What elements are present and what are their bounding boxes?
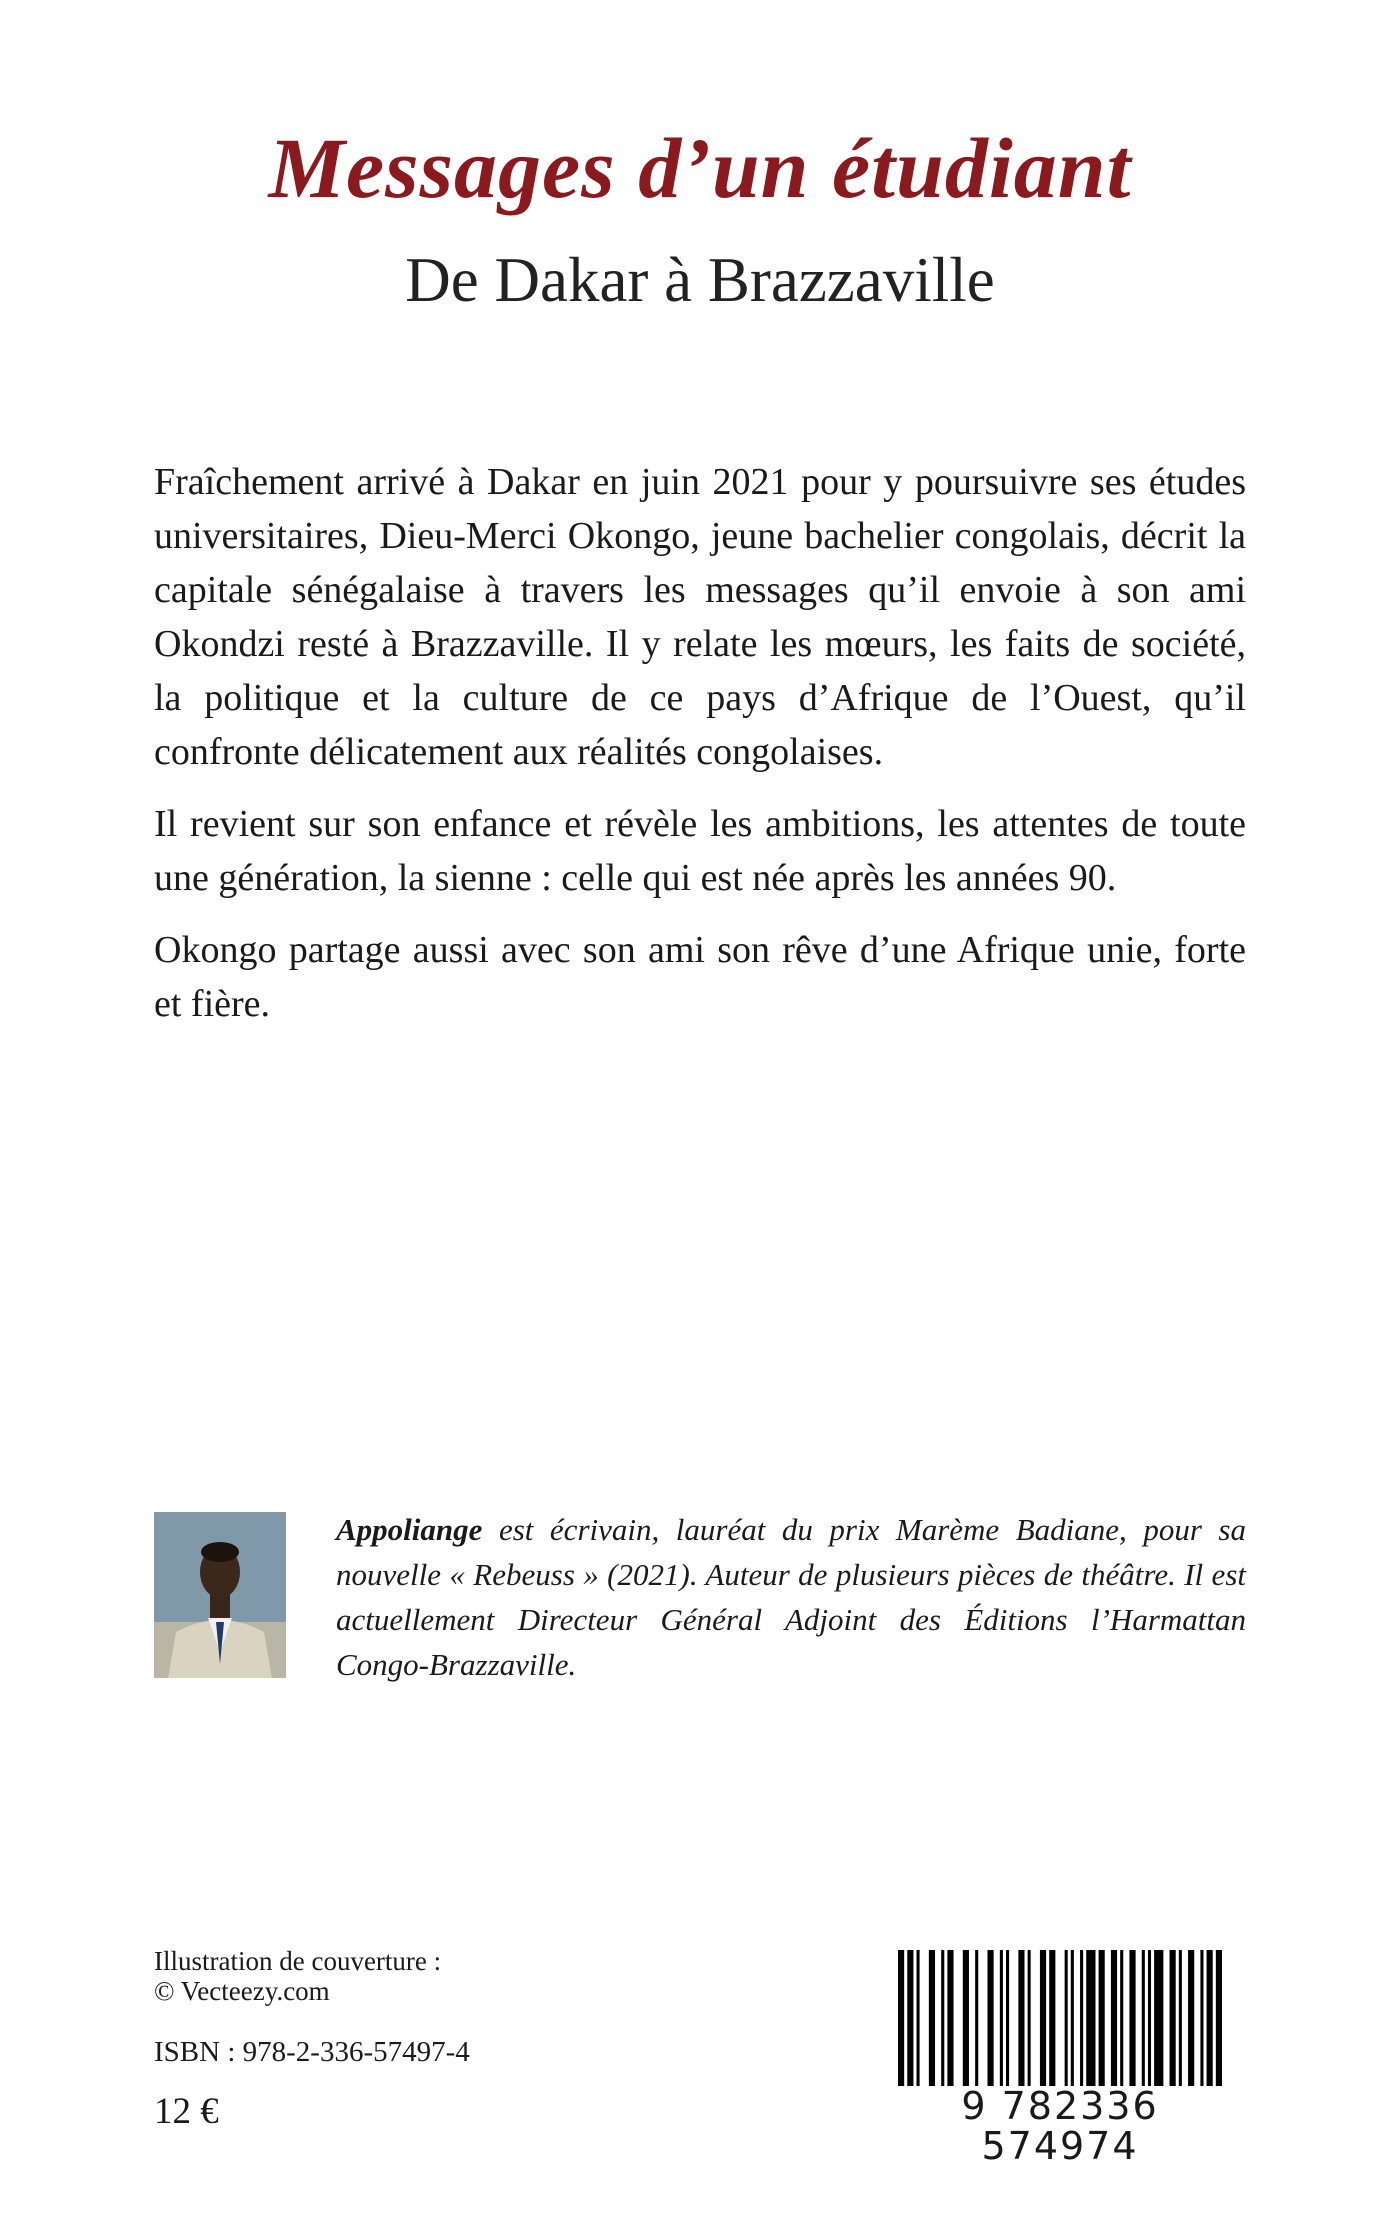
book-subtitle: De Dakar à Brazzaville <box>405 245 995 315</box>
isbn: ISBN : 978-2-336-57497-4 <box>154 2036 470 2068</box>
barcode-digits: 9 782336 574974 <box>880 2086 1240 2166</box>
book-title: Messages d’un étudiant <box>268 120 1132 216</box>
illustration-label: Illustration de couverture : <box>154 1946 442 1976</box>
author-bio <box>336 1507 1246 1687</box>
price: 12 € <box>154 2091 219 2132</box>
author-photo <box>154 1512 286 1678</box>
illustration-credit <box>154 1946 441 2006</box>
blurb-paragraph: Il revient sur son enfance et révèle les ambitions, les attentes de toute une génération, la sienne : celle qui est née après les années 90. <box>154 803 1246 899</box>
illustration-source: © Vecteezy.com <box>154 1976 330 2006</box>
blurb-paragraph: Fraîchement arrivé à Dakar en juin 2021 pour y poursuivre ses études universitaires, Dieu-Merci Okongo, jeune bachelier congolais, décrit la capitale sénégalaise à travers les messages qu’il envoie à son ami Okondzi resté à Brazzaville. Il y relate les mœurs, les faits de société, la politique et la culture de ce pays d’Afrique de l’Ouest, qu’il confronte délicatement aux réalités congolaises. <box>154 461 1246 773</box>
author-name: Appoliange <box>336 1512 483 1547</box>
back-cover-blurb <box>154 455 1246 1049</box>
author-portrait-icon <box>154 1512 286 1678</box>
blurb-paragraph: Okongo partage aussi avec son ami son rêve d’une Afrique unie, forte et fière. <box>154 929 1246 1025</box>
author-bio-text: est écrivain, lauréat du prix Marème Badiane, pour sa nouvelle « Rebeuss » (2021). Auteur de plusieurs pièces de théâtre. Il est actuellement Directeur Général Adjoint des Éditions l’Harmattan Congo-Brazzaville. <box>336 1512 1246 1682</box>
